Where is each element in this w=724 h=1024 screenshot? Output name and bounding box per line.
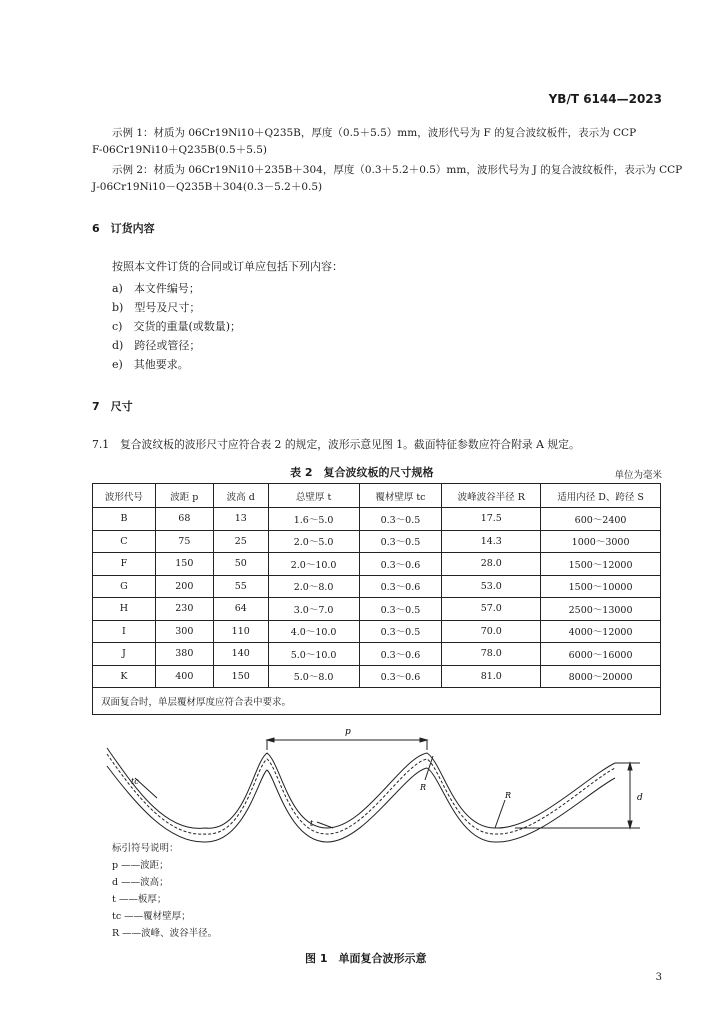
table-cell: 1.6～5.0: [268, 508, 359, 531]
table-cell: 400: [155, 665, 213, 688]
legend-item: t ——板厚；: [112, 894, 167, 905]
label-r-trough: R: [505, 791, 512, 800]
order-item: c) 交货的重量(或数量)；: [112, 320, 242, 333]
table-row: [93, 665, 661, 688]
wave-figure: [95, 718, 655, 843]
order-item: e) 其他要求。: [112, 358, 189, 371]
table-note-row: [93, 688, 661, 715]
table-cell: 6000～16000: [541, 643, 661, 666]
label-d: d: [637, 793, 643, 803]
header-radius: 波峰波谷半径 R: [442, 484, 541, 508]
table-cell: 68: [155, 508, 213, 531]
table-cell: 150: [155, 553, 213, 576]
table-cell: 0.3～0.6: [359, 575, 442, 598]
section-6-intro: 按照本文件订货的合同或订单应包括下列内容：: [112, 260, 343, 273]
header-span: 适用内径 D、跨径 S: [541, 484, 661, 508]
table-cell: 5.0～8.0: [268, 665, 359, 688]
table-cell: 78.0: [442, 643, 541, 666]
page-number: 3: [655, 972, 662, 983]
table-cell: 380: [155, 643, 213, 666]
table-row: [93, 575, 661, 598]
table-cell: J: [93, 643, 156, 666]
table-cell: 0.3～0.6: [359, 553, 442, 576]
table-cell: 25: [213, 530, 268, 553]
table-cell: F: [93, 553, 156, 576]
header-total-thickness: 总壁厚 t: [268, 484, 359, 508]
table-cell: 0.3～0.5: [359, 508, 442, 531]
table-cell: 64: [213, 598, 268, 621]
wave-clad-line: [107, 754, 615, 834]
table-unit: 单位为毫米: [614, 470, 662, 481]
table-cell: 3.0～7.0: [268, 598, 359, 621]
example-2-line-1: 示例 2：材质为 06Cr19Ni10＋235B＋304，厚度（0.3＋5.2＋0.5）mm，波形代号为 J 的复合波纹板件，表示为 CCP: [112, 164, 683, 176]
table-cell: 140: [213, 643, 268, 666]
table-cell: 230: [155, 598, 213, 621]
table-row: [93, 553, 661, 576]
table-cell: 0.3～0.5: [359, 530, 442, 553]
legend-item: R ——波峰、波谷半径。: [112, 928, 218, 939]
legend-item: p ——波距；: [112, 860, 169, 871]
table-cell: 50: [213, 553, 268, 576]
table-cell: 150: [213, 665, 268, 688]
legend-title: 标引符号说明：: [112, 843, 179, 854]
table-cell: 13: [213, 508, 268, 531]
table-cell: 17.5: [442, 508, 541, 531]
table-cell: 0.3～0.6: [359, 643, 442, 666]
figure-legend: [112, 840, 217, 942]
table-cell: 2500～13000: [541, 598, 661, 621]
header-clad-thickness: 覆材壁厚 tc: [359, 484, 442, 508]
order-item: d) 跨径或管径；: [112, 339, 201, 352]
table-cell: 57.0: [442, 598, 541, 621]
table-cell: 200: [155, 575, 213, 598]
table-cell: 28.0: [442, 553, 541, 576]
table-header-row: [93, 484, 661, 508]
label-tc: tc: [131, 777, 139, 786]
table-cell: 300: [155, 620, 213, 643]
table-row: [93, 508, 661, 531]
table-cell: 53.0: [442, 575, 541, 598]
figure-caption: 图 1 单面复合波形示意: [305, 952, 427, 965]
table-cell: 2.0～10.0: [268, 553, 359, 576]
table-cell: 8000～20000: [541, 665, 661, 688]
wave-upper-edge: [107, 748, 615, 828]
header-pitch: 波距 p: [155, 484, 213, 508]
table-cell: 1000～3000: [541, 530, 661, 553]
table-caption: 表 2 复合波纹板的尺寸规格: [290, 466, 434, 479]
doc-code: YB/T 6144—2023: [548, 92, 662, 106]
table-cell: H: [93, 598, 156, 621]
header-wave-code: 波形代号: [93, 484, 156, 508]
label-p: p: [345, 727, 351, 737]
table-cell: 4000～12000: [541, 620, 661, 643]
table-cell: 55: [213, 575, 268, 598]
table-row: [93, 620, 661, 643]
table-row: [93, 643, 661, 666]
table-cell: C: [93, 530, 156, 553]
table-row: [93, 530, 661, 553]
label-t: t: [310, 819, 314, 828]
section-7-1-paragraph: 7.1 复合波纹板的波形尺寸应符合表 2 的规定，波形示意见图 1。截面特征参数应符合附录 A 规定。: [92, 438, 580, 451]
table-cell: I: [93, 620, 156, 643]
table-cell: 5.0～10.0: [268, 643, 359, 666]
table-cell: 110: [213, 620, 268, 643]
table-cell: 600～2400: [541, 508, 661, 531]
order-item: b) 型号及尺寸；: [112, 301, 201, 314]
section-6-title: 6 订货内容: [92, 222, 155, 235]
table-cell: 75: [155, 530, 213, 553]
table-cell: 2.0～8.0: [268, 575, 359, 598]
order-item: a) 本文件编号；: [112, 282, 200, 295]
section-7-title: 7 尺寸: [92, 400, 133, 413]
table-cell: G: [93, 575, 156, 598]
legend-item: tc ——覆材壁厚；: [112, 911, 191, 922]
example-1-line-1: 示例 1：材质为 06Cr19Ni10＋Q235B，厚度（0.5＋5.5）mm，波形代号为 F 的复合波纹板件，表示为 CCP: [112, 127, 637, 139]
label-r-crest: R: [420, 783, 427, 792]
table-cell: 2.0～5.0: [268, 530, 359, 553]
table-cell: 1500～10000: [541, 575, 661, 598]
table-cell: 0.3～0.5: [359, 620, 442, 643]
table-cell: 1500～12000: [541, 553, 661, 576]
table-cell: 4.0～10.0: [268, 620, 359, 643]
table-cell: 81.0: [442, 665, 541, 688]
table-cell: K: [93, 665, 156, 688]
spec-table: [92, 483, 661, 715]
table-cell: 0.3～0.6: [359, 665, 442, 688]
example-1-line-2: F-06Cr19Ni10＋Q235B(0.5＋5.5): [92, 144, 267, 156]
table-cell: 0.3～0.5: [359, 598, 442, 621]
table-note: 双面复合时，单层覆材厚度应符合表中要求。: [93, 688, 661, 715]
table-row: [93, 598, 661, 621]
header-height: 波高 d: [213, 484, 268, 508]
example-2-line-2: J-06Cr19Ni10－Q235B＋304(0.3－5.2＋0.5): [92, 181, 323, 193]
table-cell: 70.0: [442, 620, 541, 643]
legend-item: d ——波高；: [112, 877, 169, 888]
table-cell: B: [93, 508, 156, 531]
table-cell: 14.3: [442, 530, 541, 553]
wave-lower-edge: [107, 766, 615, 842]
